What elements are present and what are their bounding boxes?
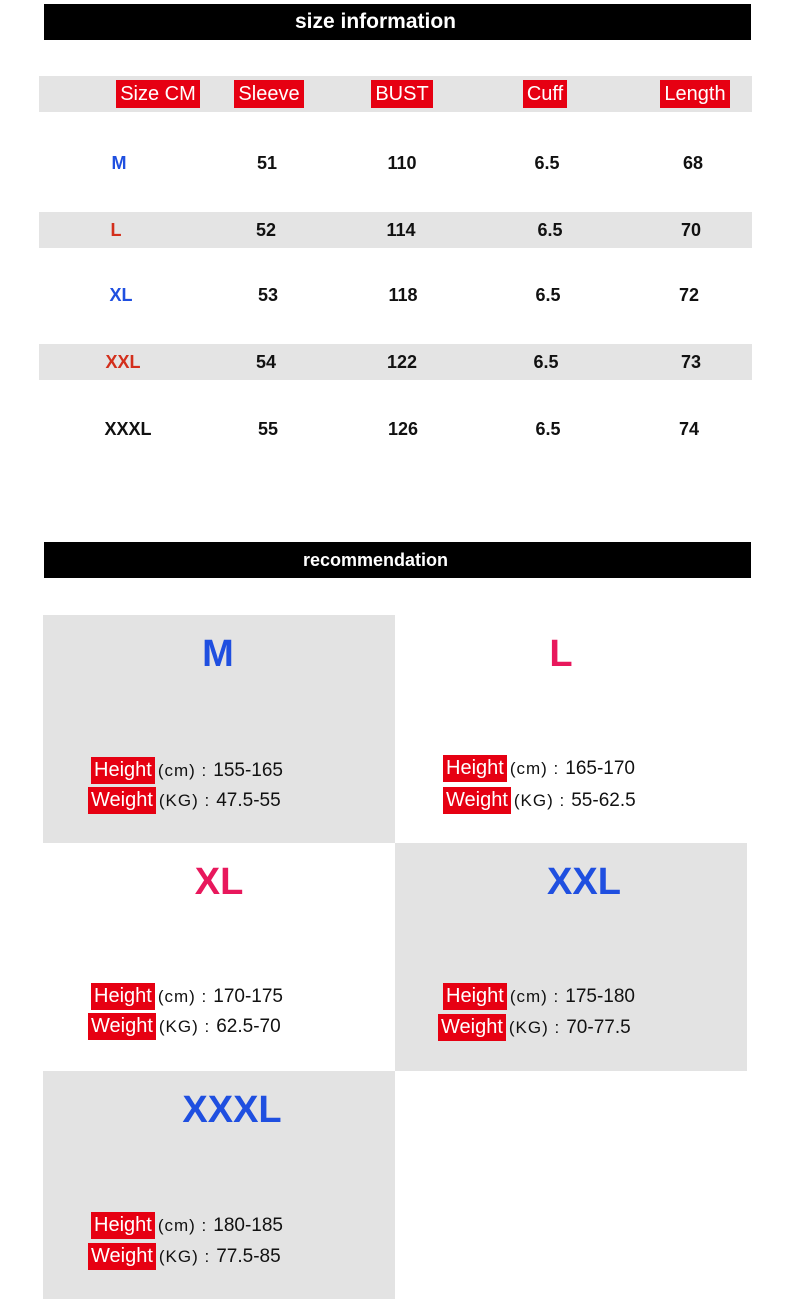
- bust-cell: 118: [388, 284, 418, 305]
- height-unit: (cm) :: [509, 758, 560, 778]
- length-cell: 68: [682, 152, 704, 173]
- bust-cell: 122: [386, 351, 418, 372]
- weight-line: [443, 787, 636, 814]
- height-tag: Height: [91, 983, 155, 1010]
- weight-tag: Weight: [443, 787, 511, 814]
- height-unit: (cm) :: [509, 986, 560, 1006]
- height-value: 180-185: [213, 1214, 283, 1236]
- weight-tag: Weight: [88, 1243, 156, 1270]
- height-line: [443, 755, 635, 782]
- weight-value: 47.5-55: [216, 789, 281, 811]
- weight-line: [88, 1243, 281, 1270]
- sleeve-cell: 55: [257, 418, 279, 439]
- recommendation-card: [43, 615, 395, 843]
- weight-unit: (KG) :: [158, 1016, 211, 1036]
- table-row: [39, 145, 752, 181]
- height-line: [91, 1212, 283, 1239]
- height-line: [91, 757, 283, 784]
- height-unit: (cm) :: [157, 1215, 208, 1235]
- size-cell: L: [110, 219, 122, 240]
- banner-title: size information: [294, 10, 457, 33]
- table-row: [39, 212, 752, 248]
- height-value: 175-180: [565, 985, 635, 1007]
- length-cell: 72: [678, 284, 700, 305]
- cuff-cell: 6.5: [534, 152, 560, 173]
- height-value: 165-170: [565, 757, 635, 779]
- card-size-label: M: [202, 633, 234, 675]
- height-line: [443, 983, 635, 1010]
- height-value: 155-165: [213, 759, 283, 781]
- weight-unit: (KG) :: [508, 1017, 561, 1037]
- recommendation-card: [43, 843, 395, 1071]
- length-cell: 73: [680, 351, 702, 372]
- weight-tag: Weight: [88, 787, 156, 814]
- recommendation-card: [395, 615, 747, 843]
- bust-cell: 126: [387, 418, 419, 439]
- table-row: [39, 344, 752, 380]
- table-row: [39, 411, 752, 447]
- recommendation-card: [395, 843, 747, 1071]
- header-length: Length: [649, 76, 741, 112]
- size-cell: XXL: [105, 351, 141, 372]
- cuff-cell: 6.5: [535, 418, 561, 439]
- sleeve-cell: 54: [255, 351, 277, 372]
- height-tag: Height: [443, 755, 507, 782]
- weight-tag: Weight: [438, 1014, 506, 1041]
- height-unit: (cm) :: [157, 986, 208, 1006]
- cuff-cell: 6.5: [535, 284, 561, 305]
- weight-value: 55-62.5: [571, 789, 636, 811]
- length-cell: 74: [678, 418, 700, 439]
- weight-tag: Weight: [88, 1013, 156, 1040]
- weight-unit: (KG) :: [513, 790, 566, 810]
- size-information-banner: [44, 4, 751, 40]
- header-sleeve: Sleeve: [229, 76, 309, 112]
- table-header-row: [39, 76, 752, 112]
- weight-line: [88, 787, 281, 814]
- recommendation-banner: [44, 542, 751, 578]
- card-size-label: L: [549, 633, 573, 675]
- height-line: [91, 983, 283, 1010]
- weight-unit: (KG) :: [158, 1246, 211, 1266]
- height-value: 170-175: [213, 985, 283, 1007]
- height-tag: Height: [91, 757, 155, 784]
- cuff-cell: 6.5: [533, 351, 559, 372]
- card-size-label: XL: [194, 861, 244, 903]
- header-size-cm: Size CM: [88, 76, 228, 112]
- height-unit: (cm) :: [157, 760, 208, 780]
- table-row: [39, 277, 752, 313]
- cuff-cell: 6.5: [537, 219, 563, 240]
- weight-line: [88, 1013, 281, 1040]
- banner-title: recommendation: [302, 549, 449, 570]
- size-cell: XL: [109, 284, 133, 305]
- header-bust: BUST: [361, 76, 443, 112]
- sleeve-cell: 53: [257, 284, 279, 305]
- sleeve-cell: 52: [255, 219, 277, 240]
- height-tag: Height: [443, 983, 507, 1010]
- weight-value: 62.5-70: [216, 1015, 281, 1037]
- length-cell: 70: [680, 219, 702, 240]
- header-cuff: Cuff: [505, 76, 585, 112]
- card-size-label: XXL: [547, 861, 621, 903]
- weight-value: 77.5-85: [216, 1245, 281, 1267]
- bust-cell: 110: [387, 152, 417, 173]
- weight-value: 70-77.5: [566, 1016, 631, 1038]
- card-size-label: XXXL: [182, 1089, 282, 1131]
- height-tag: Height: [91, 1212, 155, 1239]
- size-cell: XXXL: [104, 418, 152, 439]
- recommendation-card: [43, 1071, 395, 1299]
- weight-unit: (KG) :: [158, 790, 211, 810]
- sleeve-cell: 51: [256, 152, 278, 173]
- weight-line: [438, 1014, 631, 1041]
- bust-cell: 114: [386, 219, 416, 240]
- size-cell: M: [111, 152, 127, 173]
